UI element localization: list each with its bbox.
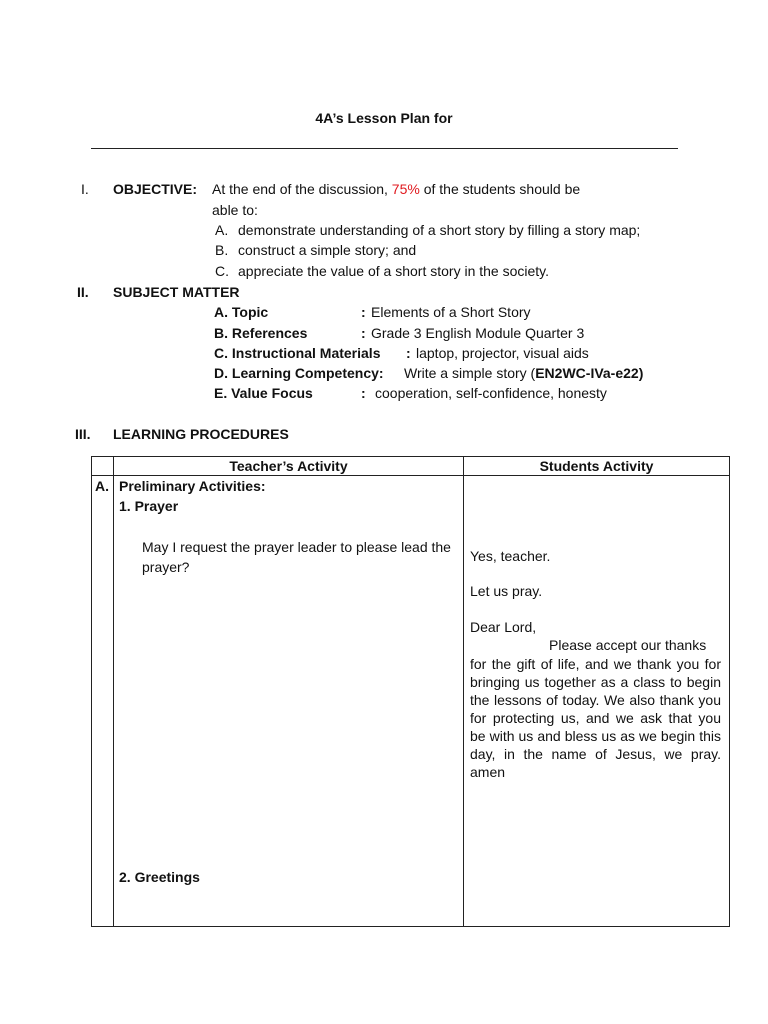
objective-text-before: At the end of the discussion,	[212, 181, 388, 197]
objective-numeral: I.	[81, 181, 89, 197]
objective-item-text: construct a simple story; and	[238, 242, 417, 258]
procedures-numeral: III.	[75, 426, 91, 442]
subject-value-materials: laptop, projector, visual aids	[416, 345, 589, 361]
objective-text-after: of the students should be	[423, 181, 581, 197]
objective-item-text: demonstrate understanding of a short story by filling a story map;	[238, 222, 641, 238]
subject-numeral: II.	[77, 284, 89, 300]
subject-key-references: B. References	[214, 325, 308, 341]
competency-text: Write a simple story (	[404, 365, 536, 381]
subject-value-topic: Elements of a Short Story	[371, 304, 531, 320]
title-underline	[91, 148, 678, 149]
procedures-label: LEARNING PROCEDURES	[113, 426, 289, 442]
subject-sep: :	[361, 385, 366, 401]
table-row	[92, 476, 730, 927]
subject-sep: :	[361, 325, 366, 341]
objective-intro	[212, 181, 580, 197]
subject-sep: :	[406, 345, 411, 361]
student-yes: Yes, teacher.	[470, 548, 551, 564]
objective-item-letter: C.	[215, 263, 229, 279]
page-title: 4A’s Lesson Plan for	[315, 110, 453, 126]
subject-key-value-focus: E. Value Focus	[214, 385, 313, 401]
procedures-table	[91, 456, 730, 927]
teacher-activity-cell	[114, 476, 464, 927]
objective-percent: 75%	[391, 181, 420, 197]
objective-item-letter: B.	[215, 242, 229, 258]
student-prayer-body: for the gift of life, and we thank you for bringing us together as a class to begin the lessons of today. We also thank you for protecting us, and we ask that you be with us and bless us as we begin this day, in the name of Jesus, we pray. amen	[470, 656, 721, 780]
students-activity-cell	[464, 476, 730, 927]
table-header-teacher: Teacher’s Activity	[114, 457, 464, 476]
student-prayer-first-line: Please accept our thanks	[549, 637, 707, 653]
subject-key-topic: A. Topic	[214, 304, 269, 320]
item-prayer: 1. Prayer	[119, 498, 179, 514]
objective-label: OBJECTIVE:	[113, 181, 198, 197]
student-let-us-pray: Let us pray.	[470, 583, 543, 599]
student-dear-lord: Dear Lord,	[470, 619, 537, 635]
item-greetings: 2. Greetings	[119, 869, 200, 885]
subject-key-competency: D. Learning Competency:	[214, 365, 384, 381]
table-header-blank	[92, 457, 114, 476]
subject-value-references: Grade 3 English Module Quarter 3	[371, 325, 585, 341]
section-heading: Preliminary Activities:	[119, 478, 266, 494]
table-header-row	[92, 457, 730, 476]
objective-item-letter: A.	[215, 222, 229, 238]
objective-line2: able to:	[212, 202, 258, 218]
subject-label: SUBJECT MATTER	[113, 284, 240, 300]
table-header-students: Students Activity	[464, 457, 730, 476]
subject-key-materials: C. Instructional Materials	[214, 345, 381, 361]
subject-value-competency	[404, 365, 643, 381]
subject-sep: :	[361, 304, 366, 320]
objective-item-text: appreciate the value of a short story in the society.	[238, 263, 550, 279]
teacher-prayer-request: May I request the prayer leader to please lead the prayer?	[142, 539, 451, 575]
row-letter-cell	[92, 476, 114, 927]
row-letter: A.	[95, 478, 109, 494]
subject-value-focus: cooperation, self-confidence, honesty	[375, 385, 607, 401]
competency-code: EN2WC-IVa-e22)	[535, 365, 644, 381]
